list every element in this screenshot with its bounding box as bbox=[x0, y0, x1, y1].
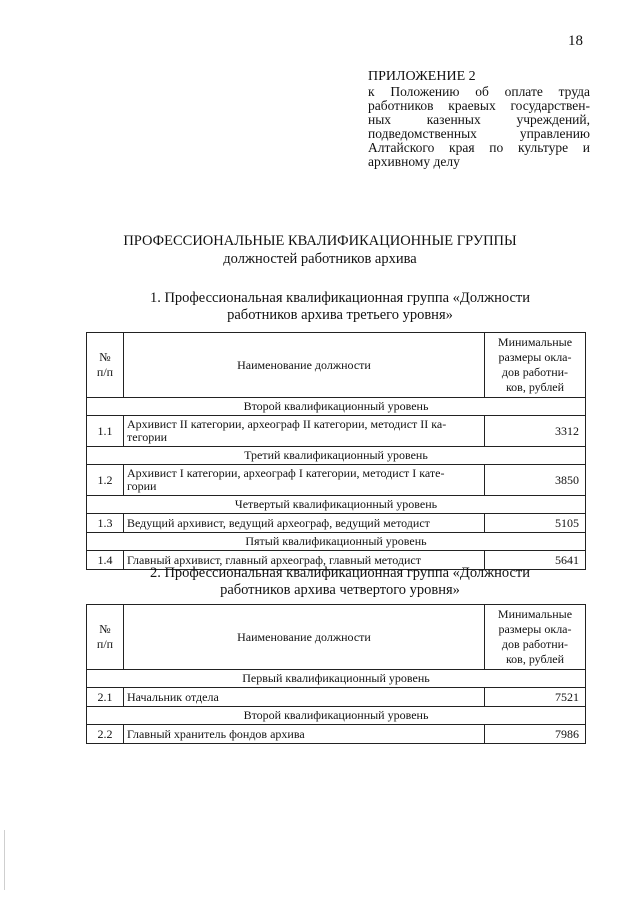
annex-line: ных казенных учреждений, bbox=[368, 112, 590, 127]
document-title-line2: должностей работников архива bbox=[223, 251, 417, 267]
row-salary: 7521 bbox=[485, 688, 586, 707]
row-number: 1.4 bbox=[87, 551, 124, 570]
header-position-name: Наименование должности bbox=[124, 333, 485, 398]
row-number: 2.2 bbox=[87, 725, 124, 744]
annex-title: ПРИЛОЖЕНИЕ 2 bbox=[368, 69, 476, 84]
row-number: 1.1 bbox=[87, 416, 124, 447]
annex-line: архивному делу bbox=[368, 154, 460, 169]
row-position-name: Главный хранитель фондов архива bbox=[124, 725, 485, 744]
annex-line: к Положению об оплате труда bbox=[368, 84, 590, 99]
row-salary: 5105 bbox=[485, 514, 586, 533]
table-row bbox=[87, 465, 586, 496]
table-header-row bbox=[87, 605, 586, 670]
section-1-title bbox=[90, 290, 590, 324]
table-row bbox=[87, 416, 586, 447]
section-2-table bbox=[86, 604, 586, 744]
header-min-salary: Минимальные размеры окла- дов работни- ков, рублей bbox=[485, 333, 586, 398]
row-salary: 5641 bbox=[485, 551, 586, 570]
section-2-title bbox=[90, 565, 590, 599]
annex-line: подведомственных управлению bbox=[368, 126, 590, 141]
qualification-level-row: Второй квалификационный уровень bbox=[87, 398, 586, 416]
document-title bbox=[0, 232, 640, 268]
page-number: 18 bbox=[568, 33, 583, 49]
annex-block bbox=[368, 70, 590, 169]
header-number: № п/п bbox=[87, 333, 124, 398]
row-salary: 3850 bbox=[485, 465, 586, 496]
qualification-level-row: Четвертый квалификационный уровень bbox=[87, 496, 586, 514]
row-number: 1.3 bbox=[87, 514, 124, 533]
row-position-name: Архивист I категории, археограф I категории, методист I кате- гории bbox=[124, 465, 485, 496]
section-title-line: работников архива четвертого уровня» bbox=[220, 582, 460, 598]
qualification-level-row: Первый квалификационный уровень bbox=[87, 670, 586, 688]
table-header-row bbox=[87, 333, 586, 398]
row-number: 1.2 bbox=[87, 465, 124, 496]
section-title-line: 2. Профессиональная квалификационная группа «Должности bbox=[149, 565, 531, 581]
table-row bbox=[87, 725, 586, 744]
row-position-name: Ведущий архивист, ведущий археограф, ведущий методист bbox=[124, 514, 485, 533]
qualification-level-row: Второй квалификационный уровень bbox=[87, 707, 586, 725]
header-position-name: Наименование должности bbox=[124, 605, 485, 670]
header-min-salary: Минимальные размеры окла- дов работни- ков, рублей bbox=[485, 605, 586, 670]
annex-line: работников краевых государствен- bbox=[368, 98, 590, 113]
annex-line: Алтайского края по культуре и bbox=[368, 140, 590, 155]
section-1-table bbox=[86, 332, 586, 570]
row-number: 2.1 bbox=[87, 688, 124, 707]
qualification-level-row: Третий квалификационный уровень bbox=[87, 447, 586, 465]
table-row bbox=[87, 688, 586, 707]
row-position-name: Главный архивист, главный археограф, главный методист bbox=[124, 551, 485, 570]
section-title-line: работников архива третьего уровня» bbox=[227, 307, 453, 323]
row-salary: 7986 bbox=[485, 725, 586, 744]
scan-edge-mark bbox=[4, 830, 5, 890]
table-row bbox=[87, 514, 586, 533]
row-salary: 3312 bbox=[485, 416, 586, 447]
section-title-line: 1. Профессиональная квалификационная группа «Должности bbox=[149, 290, 531, 306]
qualification-level-row: Пятый квалификационный уровень bbox=[87, 533, 586, 551]
header-number: № п/п bbox=[87, 605, 124, 670]
row-position-name: Архивист II категории, археограф II категории, методист II ка- тегории bbox=[124, 416, 485, 447]
document-title-line1: ПРОФЕССИОНАЛЬНЫЕ КВАЛИФИКАЦИОННЫЕ ГРУППЫ bbox=[123, 233, 517, 249]
row-position-name: Начальник отдела bbox=[124, 688, 485, 707]
